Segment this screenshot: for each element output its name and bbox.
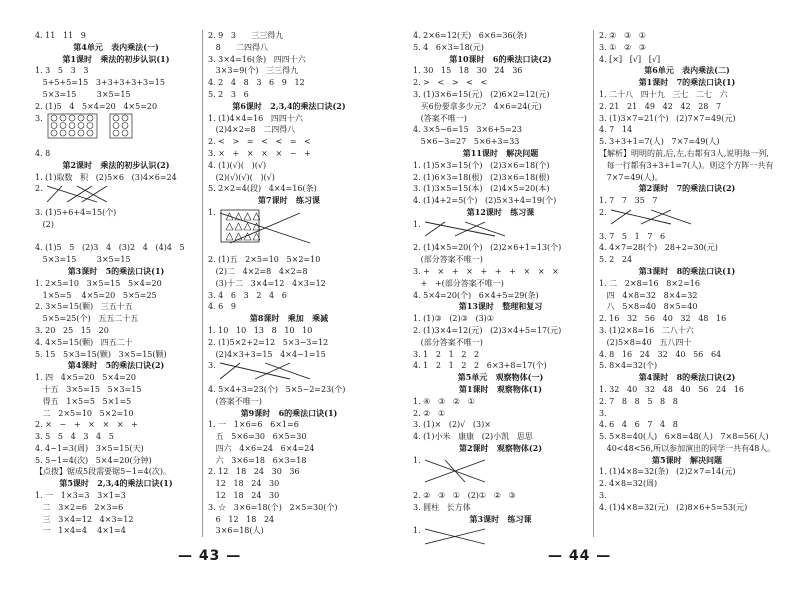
answer-line: 买6份要拿多少元? 4×6=24(元) (413, 101, 542, 111)
section-heading: 第3课时 5的乘法口诀(1) (67, 265, 165, 276)
circle-mark (78, 130, 84, 136)
circle-mark (69, 130, 75, 136)
answer-line: 1. (208, 207, 370, 219)
answer-line: 5. 2×2=4(段) 4×4=16(条) (208, 184, 317, 194)
answer-line: (部分答案不唯一) (413, 337, 483, 347)
answer-line: 二 2×5=10 5×2=10 (35, 408, 134, 418)
answer-line: 12 18 24 30 (208, 491, 280, 501)
answer-line: 三 3×4=12 4×3=12 (35, 514, 134, 524)
answer-line: 1. (413, 455, 588, 467)
answer-line: 3. (1)3×6=15(元) (2)6×2=12(元) (413, 89, 550, 99)
answer-line: 2. × − + × × × + (35, 420, 138, 430)
answer-line: 1×5=5 4×5=20 5×5=25 (35, 290, 157, 300)
circle-mark (69, 122, 75, 128)
section-heading: 第2课时 7的乘法口诀(2) (638, 183, 736, 194)
answer-line: 5×6−3=27 5×6+3=33 (413, 137, 520, 147)
answer-line: 3. 4 6 3 2 4 6 (208, 290, 287, 300)
circle-mark (60, 130, 66, 136)
answer-line: 3. 3×4=16(条) 四四十六 (208, 54, 306, 64)
answer-line: 1. 30 15 18 30 24 36 (413, 66, 523, 76)
section-heading: 第5课时 2,3,4的乘法口诀(1) (59, 478, 173, 489)
answer-line: 3. (1)2×8=16 二八十六 (599, 325, 694, 335)
circle-mark (113, 130, 119, 136)
matching-lines-figure (425, 220, 505, 238)
circle-grid-figure (47, 113, 147, 147)
column-1 (30, 30, 202, 537)
circle-mark (51, 115, 57, 121)
section-heading: 第8课时 乘加 乘减 (249, 313, 329, 324)
section-heading: 第1课时 乘法的初步认识(1) (62, 53, 170, 64)
answer-line: 4. 3×5−6=15 3×6+5=23 (413, 125, 522, 135)
answer-line: (2) (35, 219, 54, 229)
answer-line: 【解析】明明的前,后,左,右都有3人,说明每一列, (599, 148, 769, 158)
answer-line: 2. (1)3×4=12(元) (2)3×4+5=17(元) (413, 325, 562, 335)
answer-line: 1. (1)取数 积 (2)5×6 (3)4×6=24 (35, 172, 177, 182)
triangle-mark (235, 213, 242, 220)
section-heading: 第6课时 2,3,4的乘法口诀(2) (232, 100, 346, 111)
answer-line: 3. 5 5 4 3 4 5 (35, 432, 114, 442)
page-44 (408, 30, 780, 537)
answer-line: 十五 3×5=15 5×3=15 (35, 384, 142, 394)
answer-line: 1. 3 5 3 3 (35, 66, 89, 76)
answer-line: 4. 5×4+3=23(个) 5×5−2=23(个) (208, 384, 346, 394)
answer-line: 5. 4 6×3=18(元) (413, 42, 484, 52)
answer-line: 1. 二 2×8=16 8×2=16 (599, 278, 700, 288)
triangle-mark (226, 223, 233, 230)
triangle-mark (226, 233, 233, 240)
matching-line (611, 210, 671, 224)
answer-line: 3. + × + × + + + × × × (413, 266, 559, 276)
answer-line: 4. 4×5=15(颗) 四五二十 (35, 337, 133, 347)
answer-line: 4. 4−1=3(周) 3×5=15(天) (35, 443, 144, 453)
answer-line: 4. 8 16 24 32 40 56 64 (599, 349, 722, 359)
answer-line: 【点拨】锯成5段需要锯5−1=4(次)。 (35, 467, 172, 477)
answer-line: 3. (1)5+6+4=15(个) (35, 207, 117, 217)
circle-mark (113, 122, 119, 128)
circle-mark (87, 130, 93, 136)
section-heading: 第6单元 表内乘法(二) (644, 65, 730, 76)
answer-line: 4. (1)(√)( )(√) (208, 160, 267, 170)
answer-line: (答案不唯一) (208, 396, 262, 406)
answer-line: 2. 9 3 三三得九 (208, 31, 284, 40)
answer-line: 1. 7 7 35 7 (599, 196, 658, 206)
answer-line: 3×3=9(个) 三三得九 (208, 66, 299, 76)
answer-line: 4. [×] [√] [√] (599, 54, 661, 64)
section-heading: 第9课时 6的乘法口诀(1) (240, 407, 338, 418)
section-heading: 第4单元 表内乘法(一) (73, 41, 159, 52)
column-2 (202, 30, 375, 537)
triangle-mark (244, 213, 251, 220)
triangle-mark (226, 213, 233, 220)
section-heading: 第3课时 练习课 (469, 513, 532, 524)
answer-line: 3. (35, 113, 197, 125)
answer-line: 5. 5×8=40(人) 6×8=48(人) 7×8=56(人) (599, 432, 769, 442)
answer-line: 2. ② ③ ① (599, 31, 646, 40)
circle-mark (69, 115, 75, 121)
answer-line: 4. 2 4 8 3 6 9 12 (208, 78, 305, 88)
answer-line: 3. (599, 491, 610, 501)
answer-line: 3. ① ② ③ (599, 42, 646, 52)
answer-line: 4. (1)4×8=32(元) (2)8×6+5=53(元) (599, 502, 748, 512)
circle-mark (60, 122, 66, 128)
answer-line: (答案不唯一) (413, 113, 467, 123)
answer-line: 1. 32 40 32 48 40 56 24 16 (599, 384, 745, 394)
answer-line: 4. (1)4+2=5(个) (2)5×3+4=19(个) (413, 196, 557, 206)
answer-line: 2. < > = < < = < (208, 137, 311, 147)
answer-line: 1. (413, 525, 588, 537)
answer-line: 1. (1)③ (2)③ (3)① (413, 314, 494, 324)
answer-line: 4. (1)5 5 (2)3 4 (3)2 4 (4)4 5 (35, 243, 185, 253)
answer-line: 3. (1)3×7=21(个) (2)7×7=49(元) (599, 113, 736, 123)
answer-line: 2. ② ① (413, 408, 446, 418)
answer-line: 1. 四 4×5=20 5×4=20 (35, 373, 136, 383)
answer-line: (2)4×2=8 二四得八 (208, 125, 296, 135)
answer-line: 六 3×6=18 6×3=18 (208, 455, 307, 465)
answer-line: 2. (1)5 4 5×4=20 4×5=20 (35, 101, 158, 111)
answer-line: 3. × + × × × − + (208, 148, 311, 158)
answer-line: (2)5×8=40 五八四十 (599, 337, 692, 347)
column-3 (408, 30, 593, 537)
answer-line: 四六 4×6=24 6×4=24 (208, 443, 315, 453)
answer-line: (部分答案不唯一) (413, 255, 483, 265)
answer-line: 1. (1)5×3=15(个) (2)3×6=18(个) (413, 160, 550, 170)
circle-mark (87, 115, 93, 121)
answer-line: 一 1×4=4 4×1=4 (35, 526, 126, 536)
answer-line: (3)十二 3×4=12 4×3=12 (208, 278, 326, 288)
answer-line: 5. 8×4=32(个) (599, 361, 658, 371)
answer-line: 3. 20 25 15 20 (35, 325, 109, 335)
answer-line: 5. 15 5×3=15(颗) 3×5=15(颗) (35, 349, 167, 359)
answer-line: 5×3=15 3×5=15 (35, 89, 131, 99)
matching-line (445, 460, 465, 482)
answer-line: 2. 7 8 8 5 8 8 (599, 396, 678, 406)
answer-line: 2. (35, 183, 197, 195)
section-heading: 第7课时 练习课 (258, 195, 320, 206)
answer-line: 1. (1)4×4=16 四四十六 (208, 113, 303, 123)
answer-line: 3. ☆ 3×6=18(个) 2×5=30(个) (208, 502, 338, 512)
section-heading: 第11课时 解决问题 (462, 147, 539, 158)
section-heading: 第1课时 观察物体(1) (458, 383, 543, 394)
answer-line: 3. (1)3×5=15(本) (2)4×5=20(本) (413, 184, 550, 194)
answer-line: 3. (1)× (2)√ (3)× (413, 420, 491, 430)
answer-line: 4. (1)小米 康康 (2)小凯 思思 (413, 432, 533, 442)
answer-line: 1. (1)4×8=32(条) (2)2×7=14(元) (599, 467, 736, 477)
answer-line: 2. (1)五 2×5=10 5×2=10 (208, 255, 321, 265)
answer-line: 1. 2×5=10 3×5=15 5×4=20 (35, 278, 162, 288)
answer-line: 2. (1)5×2+2=12 5×3−3=12 (208, 337, 329, 347)
section-heading: 第4课时 5的乘法口诀(2) (67, 360, 165, 371)
answer-line (208, 219, 370, 231)
section-heading: 第13课时 整理和复习 (458, 301, 543, 312)
matching-lines-figure (47, 184, 107, 204)
answer-line: 12 18 24 30 (208, 479, 280, 489)
answer-line: 2. (1)6×3=18(根) (2)3×6=18(根) (413, 172, 550, 182)
answer-line: (2)(√)(√)( )(√) (208, 172, 275, 182)
circle-mark (122, 130, 128, 136)
answer-line: 八 5×8=40 8×5=40 (599, 302, 698, 312)
answer-line: 4. 2×6=12(天) 6×6=36(条) (413, 31, 527, 40)
answer-line: 四 4×8=32 8×4=32 (599, 290, 698, 300)
section-heading: 第2课时 观察物体(2) (458, 442, 543, 453)
answer-line: 7×7=49(人)。 (599, 172, 663, 182)
page-43 (30, 30, 375, 537)
section-heading: 第1课时 7的乘法口诀(1) (638, 77, 736, 88)
answer-line: 5+5+5=15 3+3+3+3+3=15 (35, 78, 165, 88)
answer-line: 2. (599, 207, 775, 219)
answer-line: 2. 12 18 24 30 36 (208, 467, 300, 477)
circle-mark (113, 115, 119, 121)
answer-line: 5×5=25(个) 五五二十五 (35, 314, 139, 324)
answer-line: 3×6=18(人) (208, 526, 264, 536)
circle-mark (78, 115, 84, 121)
answer-line: 1. 二十八 四十九 三七 二七 六 (599, 89, 728, 99)
triangle-mark (244, 233, 251, 240)
answer-line: 1. 10 10 13 8 10 10 (208, 325, 313, 335)
answer-line: 3. 1 2 1 2 2 (413, 349, 480, 359)
answer-line: 8 二四得八 (208, 42, 268, 52)
answer-line: (2)二 4×2=8 4×2=8 (208, 266, 308, 276)
answer-line: 4. 6 9 (208, 302, 236, 312)
answer-line: 2. 4×8=32(周) (599, 479, 658, 489)
answer-line: 1. 一 1×6=6 6×1=6 (208, 420, 299, 430)
section-heading: 第5课时 解决问题 (652, 454, 722, 465)
answer-line: 2. > < > < < (413, 78, 488, 88)
answer-line: 每一行都有3+3+1=7(人)。则这个方阵一共有 (599, 160, 774, 170)
answer-line: 5×3=15 3×5=15 (35, 255, 131, 265)
answer-line: 4. 4×7=28(个) 28+2=30(元) (599, 243, 718, 253)
answer-line: 2. 16 32 56 40 32 48 16 (599, 314, 727, 324)
answer-line: 5. 2 24 (599, 255, 633, 265)
page-number-right: — 44 — (548, 548, 612, 564)
matching-lines-figure (611, 208, 691, 226)
answer-line: 40<48<56,所以参加演出的同学一共有48人。 (599, 443, 775, 453)
matching-lines-figure (220, 361, 310, 381)
answer-line: 5. 3+3+1=7(人) 7×7=49(人) (599, 137, 720, 147)
circle-mark (51, 130, 57, 136)
answer-line: 4. 5×4=20(个) 6×4+5=29(条) (413, 290, 539, 300)
column-4 (593, 30, 780, 537)
answer-line: 5. 5−1=4(次) 5×4=20(分钟) (35, 455, 152, 465)
answer-line: 2. 21 21 49 42 42 28 7 (599, 101, 722, 111)
triangle-mark (244, 223, 251, 230)
section-heading: 第3课时 8的乘法口诀(1) (638, 265, 736, 276)
answer-line: 4. 8 (35, 148, 51, 158)
matching-lines-figure (425, 526, 495, 546)
answer-line: (2)4×3+3=15 4×4−1=15 (208, 349, 326, 359)
circle-mark (51, 122, 57, 128)
matching-lines-figure (425, 456, 495, 486)
answer-line: + +(部分答案不唯一) (413, 278, 504, 288)
section-heading: 第10课时 6的乘法口诀(2) (449, 53, 552, 64)
answer-line: 4. 1 2 1 2 2 6×3+8=17(个) (413, 361, 547, 371)
answer-line (35, 231, 197, 243)
answer-line: 3. 7 5 1 7 6 (599, 231, 666, 241)
section-heading: 第5单元 观察物体(一) (457, 372, 544, 383)
triangle-mark (235, 233, 242, 240)
answer-line: 得五 1×5=5 5×1=5 (35, 396, 132, 406)
answer-line: 4. 11 11 9 (35, 31, 86, 40)
circle-mark (78, 122, 84, 128)
circle-mark (122, 115, 128, 121)
answer-line: 5. 2 3 6 (208, 89, 249, 99)
section-heading: 第4课时 8的乘法口诀(2) (638, 372, 736, 383)
circle-mark (122, 122, 128, 128)
section-heading: 第2课时 乘法的初步认识(2) (62, 159, 170, 170)
answer-line: 6 12 18 24 (208, 514, 275, 524)
circle-mark (87, 122, 93, 128)
answer-line: 2. (1)4×5=20(个) (2)2×6+1=13(个) (413, 243, 562, 253)
page-number-left: — 43 — (178, 548, 242, 564)
triangle-mark (235, 223, 242, 230)
answer-line: 4. 7 14 (599, 125, 633, 135)
answer-line: 3. 圆柱 长方体 (413, 502, 471, 512)
answer-line: 1. 一 1×3=3 3×1=3 (35, 491, 126, 501)
circle-mark (60, 115, 66, 121)
answer-line: 1. ④ ③ ② ① (413, 396, 475, 406)
triangle-grid-figure (220, 209, 260, 243)
answer-line: 五 5×6=30 6×5=30 (208, 432, 307, 442)
answer-line: 2. ② ③ ① (2)① ② ③ (413, 491, 516, 501)
answer-line: 4. 6 4 6 7 4 8 (599, 420, 678, 430)
answer-line: 二 3×2=6 2×3=6 (35, 502, 124, 512)
section-heading: 第12课时 练习课 (466, 206, 535, 217)
answer-line: 3. (208, 360, 370, 372)
answer-line: 3. (599, 408, 610, 418)
answer-line: 1. (413, 219, 588, 231)
answer-line: 2. 3×5=15(颗) 三五十五 (35, 302, 133, 312)
